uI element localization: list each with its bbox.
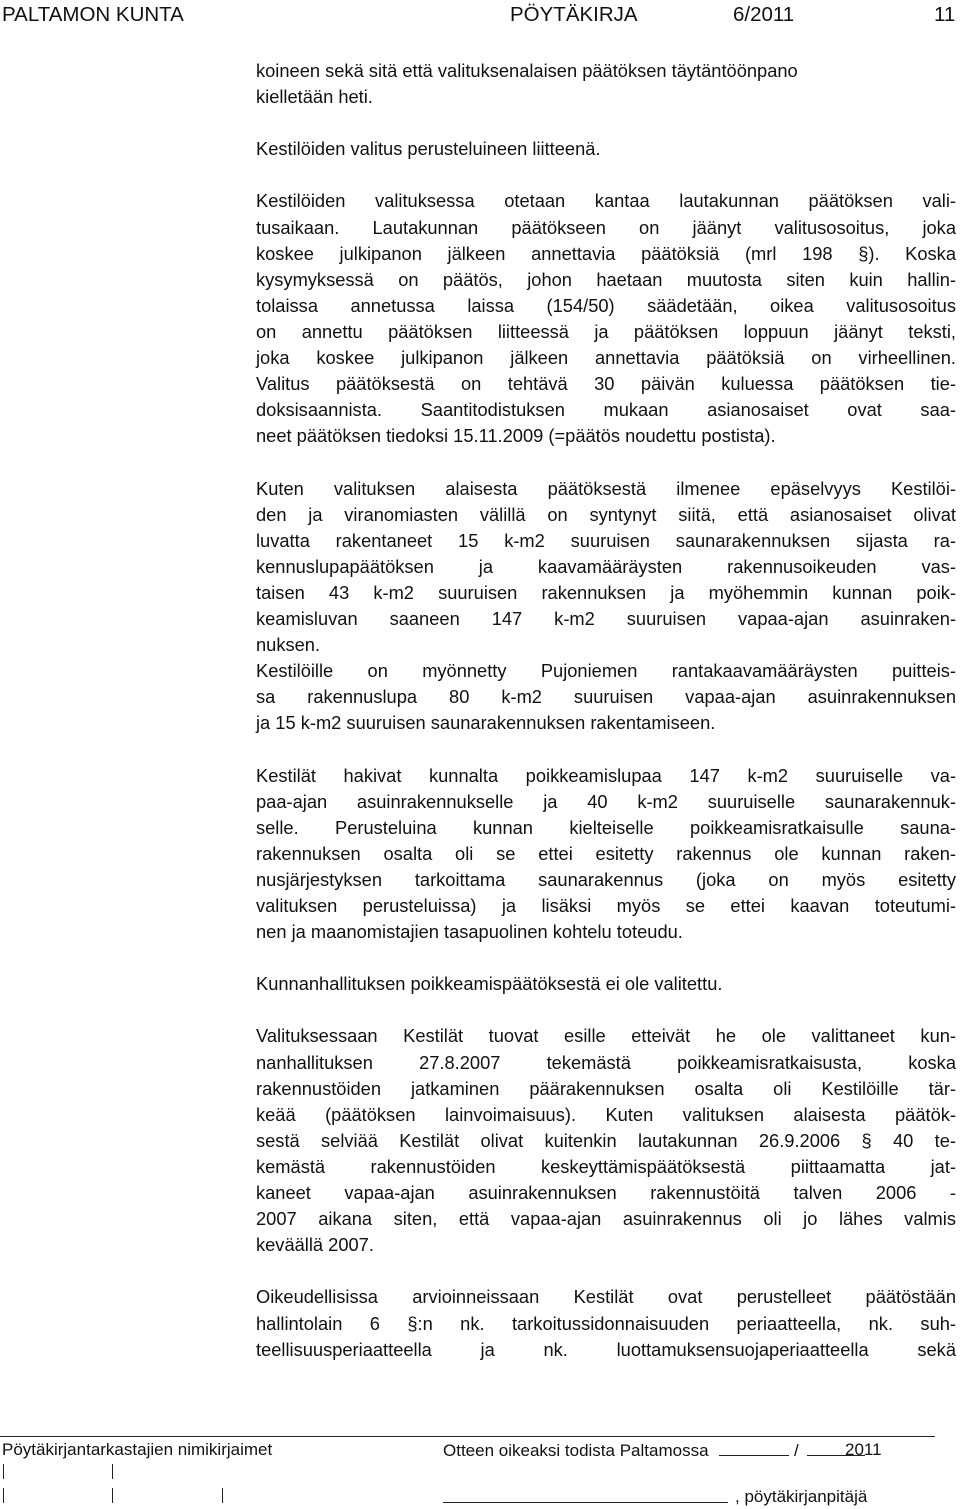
text-line: nen ja maanomistajien tasapuolinen kohtelu toteudu. xyxy=(256,921,683,943)
paragraph-gap xyxy=(256,1258,956,1284)
text-line: nusjärjestyksen tarkoittama saunarakennus (joka on myös esitetty xyxy=(256,868,956,890)
initials-slot-divider xyxy=(222,1488,223,1503)
text-line: keää (päätöksen lainvoimaisuus). Kuten valituksen alaisesta päätök- xyxy=(256,1103,956,1125)
text-line: Kestilöille on myönnetty Pujoniemen rantakaavamääräysten puitteis- xyxy=(256,660,956,682)
text-line: on annettu päätöksen liitteessä ja päätöksen loppuun jäänyt teksti, xyxy=(256,320,956,342)
page-footer xyxy=(0,1436,960,1509)
text-line: koineen sekä sitä että valituksenalaisen päätöksen täytäntöönpano xyxy=(256,60,798,81)
text-line: joka koskee julkipanon jälkeen annettavia päätöksiä on virheellinen. xyxy=(256,347,956,369)
initials-slot-divider xyxy=(3,1464,4,1479)
text-line: kaneet vapaa-ajan asuinrakennuksen rakennustöitä talven 2006 - xyxy=(256,1182,956,1204)
paragraph-gap xyxy=(256,945,956,971)
date-separator: / xyxy=(794,1441,799,1460)
text-line: Valitus päätöksestä on tehtävä 30 päivän kuluessa päätöksen tie- xyxy=(256,373,956,395)
text-line: hallintolain 6 §:n nk. tarkoitussidonnaisuuden periaatteella, nk. suh- xyxy=(256,1312,956,1334)
text-line: koskee julkipanon jälkeen annettavia päätöksiä (mrl 198 §). Koska xyxy=(256,242,956,264)
certification-year: 2011 xyxy=(845,1440,882,1459)
text-line: ja 15 k-m2 suuruisen saunarakennuksen rakentamiseen. xyxy=(256,712,716,734)
clerk-label: , pöytäkirjanpitäjä xyxy=(735,1487,868,1506)
municipality-name: PALTAMON KUNTA xyxy=(2,3,184,26)
day-blank[interactable] xyxy=(719,1439,789,1456)
text-line: paa-ajan asuinrakennukselle ja 40 k-m2 suuruiselle saunarakennuk- xyxy=(256,790,956,812)
text-line: Valituksessaan Kestilät tuovat esille etteivät he ole valittaneet kun- xyxy=(256,1025,956,1047)
text-line: doksisaannista. Saantitodistuksen mukaan asianosaiset ovat saa- xyxy=(256,399,956,421)
text-line: luvatta rakentaneet 15 k-m2 suuruisen saunarakennuksen sijasta ra- xyxy=(256,529,956,551)
text-line: keamisluvan saaneen 147 k-m2 suuruisen vapaa-ajan asuinraken- xyxy=(256,607,956,629)
footer-divider xyxy=(0,1436,935,1437)
text-line: teellisuusperiaatteella ja nk. luottamuksensuojaperiaatteella sekä xyxy=(256,1338,956,1360)
text-line: Kunnanhallituksen poikkeamispäätöksestä ei ole valitettu. xyxy=(256,973,723,995)
text-line: nanhallituksen 27.8.2007 tekemästä poikkeamisratkaisusta, koska xyxy=(256,1051,956,1073)
text-line: sestä selviää Kestilät olivat kuitenkin lautakunnan 26.9.2006 § 40 te- xyxy=(256,1129,956,1151)
text-line: Kestilät hakivat kunnalta poikkeamislupaa 147 k-m2 suuruiselle va- xyxy=(256,764,956,786)
paragraph-gap xyxy=(256,736,956,762)
text-line: den ja viranomiasten välillä on syntynyt siitä, että asianosaiset olivat xyxy=(256,503,956,525)
text-line: valituksen perusteluissa) ja lisäksi myös se ettei kaavan toteutumi- xyxy=(256,895,956,916)
text-line: 2007 aikana siten, että vapaa-ajan asuinrakennus oli jo lähes valmis xyxy=(256,1208,956,1230)
document-type: PÖYTÄKIRJA xyxy=(510,3,638,26)
document-body xyxy=(256,58,956,1363)
initials-slot-divider xyxy=(112,1488,113,1503)
text-line: kennuslupapäätöksen ja kaavamääräysten rakennusoikeuden vas- xyxy=(256,555,956,577)
page-header xyxy=(0,0,960,30)
text-line: tolaissa annetussa laissa (154/50) säädetään, oikea valitusosoitus xyxy=(256,294,956,316)
text-line: Kuten valituksen alaisesta päätöksestä ilmenee epäselvyys Kestilöi- xyxy=(256,477,956,499)
paragraph-gap xyxy=(256,110,956,136)
text-line: Oikeudellisissa arvioinneissaan Kestilät ovat perustelleet päätöstään xyxy=(256,1286,956,1308)
text-line: sa rakennuslupa 80 k-m2 suuruisen vapaa-ajan asuinrakennuksen xyxy=(256,686,956,708)
text-line: taisen 43 k-m2 suuruisen rakennuksen ja myöhemmin kunnan poik- xyxy=(256,581,956,603)
text-line: keväällä 2007. xyxy=(256,1234,374,1256)
text-line: rakennuksen osalta oli se ettei esitetty rakennus ole kunnan raken- xyxy=(256,842,956,864)
text-line: kysymyksessä on päätös, johon haetaan muutosta siten kuin hallin- xyxy=(256,268,956,290)
text-line: nuksen. xyxy=(256,634,321,656)
text-line: Kestilöiden valitus perusteluineen liitteenä. xyxy=(256,138,601,160)
text-line: kielletään heti. xyxy=(256,86,373,108)
document-number: 6/2011 xyxy=(733,3,795,26)
initials-slot-divider xyxy=(3,1488,4,1503)
text-line: tusaikaan. Lautakunnan päätökseen on jäänyt valitusosoitus, joka xyxy=(256,216,956,238)
certification-line xyxy=(443,1439,865,1462)
initials-slot-divider xyxy=(112,1464,113,1479)
text-line: kemästä rakennustöiden keskeyttämispäätöksestä piittaamatta jat- xyxy=(256,1155,956,1177)
text-line: Kestilöiden valituksessa otetaan kantaa lautakunnan päätöksen vali- xyxy=(256,190,956,212)
paragraph-gap xyxy=(256,997,956,1023)
certification-label: Otteen oikeaksi todista Paltamossa xyxy=(443,1441,709,1460)
clerk-signature-line[interactable] xyxy=(443,1502,728,1503)
paragraph-gap xyxy=(256,162,956,188)
page-number: 11 xyxy=(934,3,956,26)
text-line: selle. Perusteluina kunnan kielteiselle poikkeamisratkaisulle sauna- xyxy=(256,816,956,838)
inspectors-initials-label: Pöytäkirjantarkastajien nimikirjaimet xyxy=(2,1440,273,1459)
text-line: rakennustöiden jatkaminen päärakennuksen osalta oli Kestilöille tär- xyxy=(256,1077,956,1099)
text-line: neet päätöksen tiedoksi 15.11.2009 (=päätös noudettu postista). xyxy=(256,425,776,447)
paragraph-gap xyxy=(256,449,956,475)
